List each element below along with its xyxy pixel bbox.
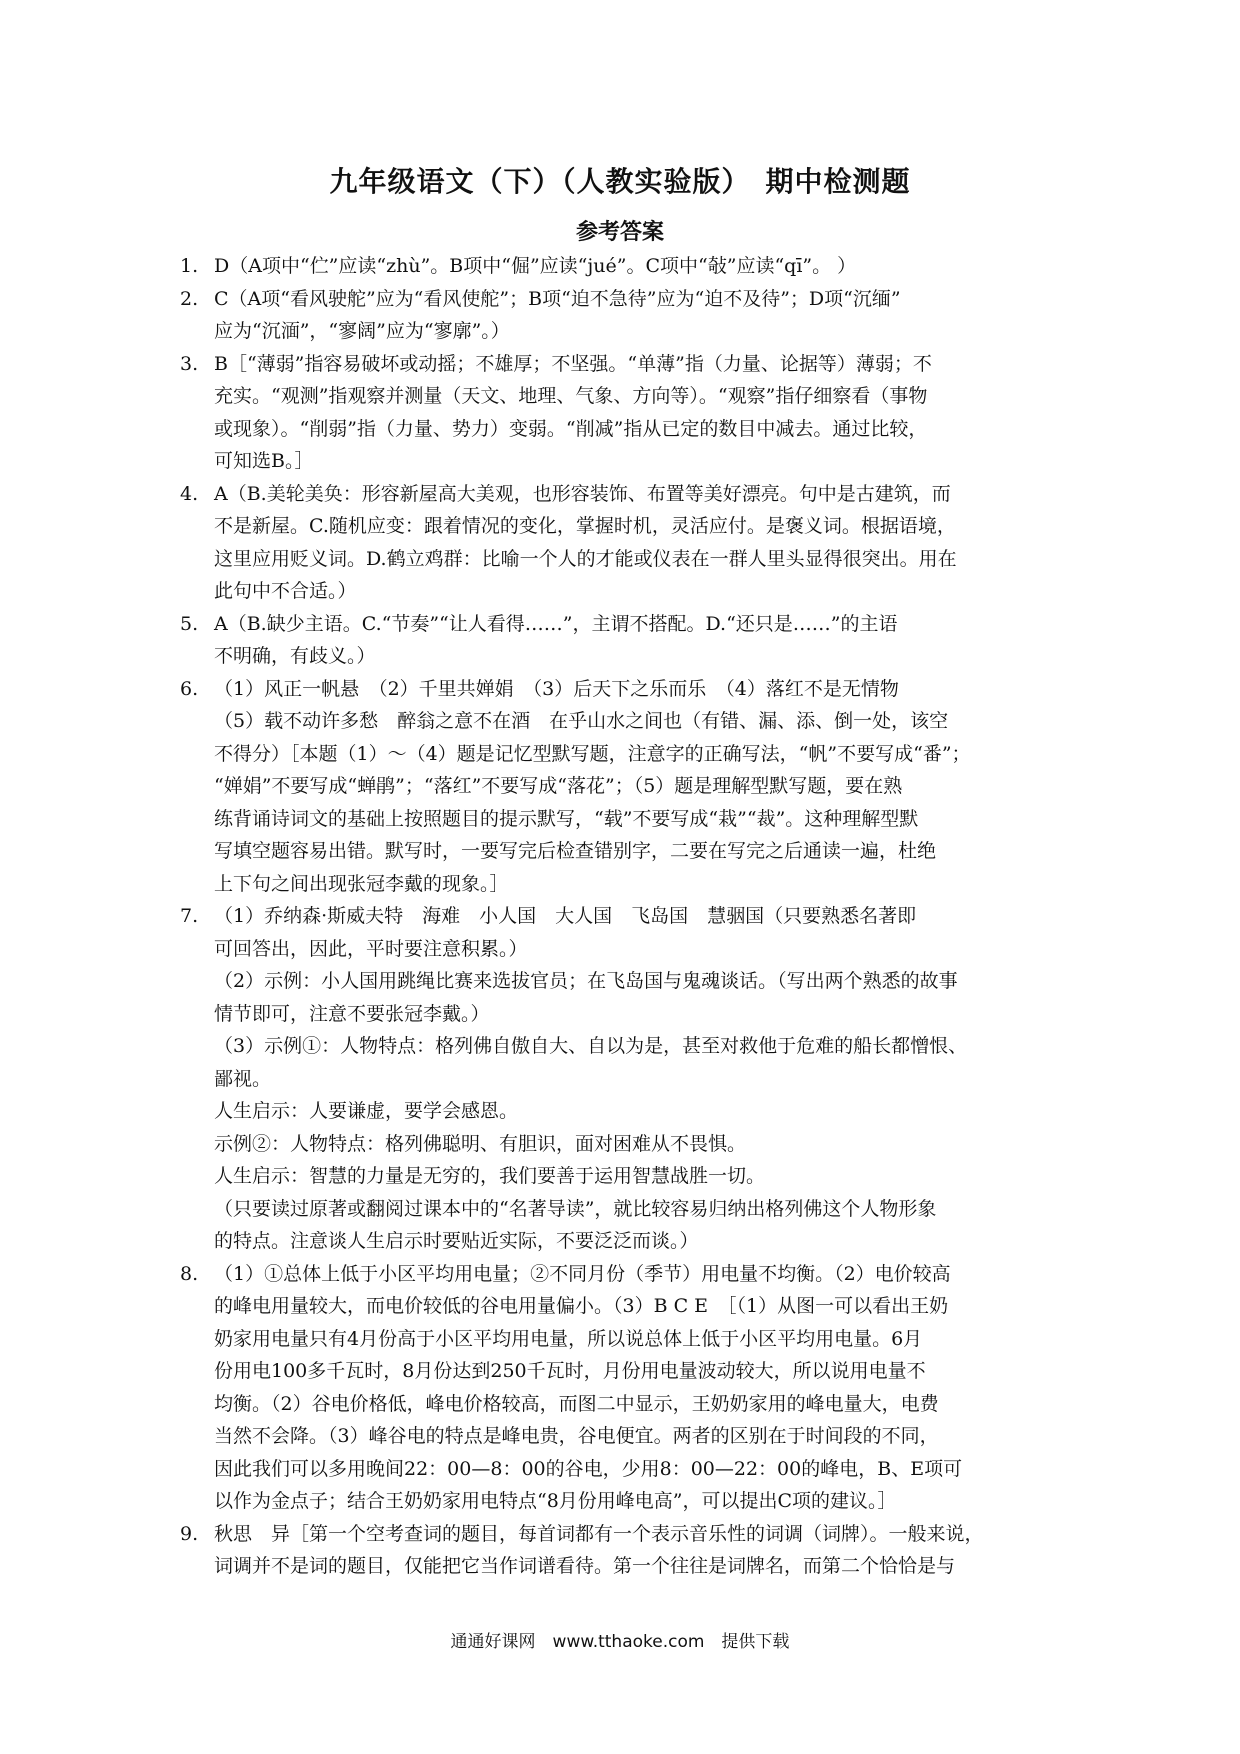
answer-line: 不得分）［本题（1）～（4）题是记忆型默写题，注意字的正确写法，“帆”不要写成“番”； xyxy=(214,742,971,765)
answer-number: 9. xyxy=(180,1522,199,1545)
answer-body xyxy=(214,608,1050,673)
answer-line: 词调并不是词的题目，仅能把它当作词谱看待。第一个往往是词牌名，而第二个恰恰是与 xyxy=(214,1555,956,1577)
answer-item xyxy=(180,250,1050,283)
answer-line: 均衡。（2）谷电价格低，峰电价格较高，而图二中显示，王奶奶家用的峰电量大，电费 xyxy=(214,1392,939,1415)
answer-item xyxy=(180,1258,1050,1518)
answer-body xyxy=(214,283,1050,348)
page-title: 九年级语文（下）（人教实验版） 期中检测题 xyxy=(329,165,911,198)
answer-line: 这里应用贬义词。D.鹤立鸡群：比喻一个人的才能或仪表在一群人里头显得很突出。用在 xyxy=(214,547,957,570)
answer-line: 不明确，有歧义。） xyxy=(214,645,376,667)
answer-line: 鄙视。 xyxy=(214,1067,272,1090)
answer-number: 7. xyxy=(180,905,199,927)
answer-number: 4. xyxy=(180,482,199,505)
answer-line: 写填空题容易出错。默写时，一要写完后检查错别字，二要在写完之后通读一遍，杜绝 xyxy=(214,840,937,862)
answer-number: 2. xyxy=(180,287,199,310)
answer-line: 练背诵诗词文的基础上按照题目的提示默写，“载”不要写成“栽”“裁”。这种理解型默 xyxy=(214,807,919,830)
answer-line: D（A项中“伫”应读“zhù”。B项中“倔”应读“jué”。C项中“敧”应读“qī”。 ） xyxy=(214,255,857,277)
answer-line: （5）载不动许多愁 醉翁之意不在酒 在乎山水之间也（有错、漏、添、倒一处，该空 xyxy=(214,710,949,732)
answer-number: 3. xyxy=(180,352,199,375)
answer-line: （3）示例①：人物特点：格列佛自傲自大、自以为是，甚至对救他于危难的船长都憎恨、 xyxy=(214,1035,968,1057)
answer-body xyxy=(214,900,1050,1258)
answer-line: 当然不会降。（3）峰谷电的特点是峰电贵，谷电便宜。两者的区别在于时间段的不同， xyxy=(214,1425,939,1447)
answer-line: （只要读过原著或翻阅过课本中的“名著导读”，就比较容易归纳出格列佛这个人物形象 xyxy=(214,1197,937,1220)
answer-line: 奶家用电量只有4月份高于小区平均用电量，所以说总体上低于小区平均用电量。6月 xyxy=(214,1327,923,1350)
answer-item xyxy=(180,608,1050,673)
answer-line: 不是新屋。C.随机应变：跟着情况的变化，掌握时机，灵活应付。是褒义词。根据语境， xyxy=(214,515,956,537)
answer-line: 以作为金点子；结合王奶奶家用电特点“8月份用峰电高”，可以提出C项的建议。］ xyxy=(214,1490,897,1512)
answer-number: 5. xyxy=(180,612,199,635)
answer-body xyxy=(214,1258,1050,1518)
answer-line: （1）乔纳森·斯威夫特 海难 小人国 大人国 飞岛国 慧骃国（只要熟悉名著即 xyxy=(214,905,917,927)
answer-line: 情节即可，注意不要张冠李戴。） xyxy=(214,1002,490,1025)
answer-line: （1）风正一帆悬 （2）千里共婵娟 （3）后天下之乐而乐 （4）落红不是无情物 xyxy=(214,677,899,700)
answer-body xyxy=(214,1518,1050,1583)
answer-number: 1. xyxy=(180,255,199,277)
answer-line: 因此我们可以多用晚间22：00—8：00的谷电，少用8：00—22：00的峰电，B、E项可 xyxy=(214,1457,963,1480)
answer-line: 充实。“观测”指观察并测量（天文、地理、气象、方向等）。“观察”指仔细察看（事物 xyxy=(214,385,928,407)
answer-line: 此句中不合适。） xyxy=(214,580,357,602)
answer-line: 或现象）。“削弱”指（力量、势力）变弱。“削减”指从已定的数目中减去。通过比较， xyxy=(214,417,928,440)
answer-line: 可回答出，因此，平时要注意积累。） xyxy=(214,937,528,960)
answer-item xyxy=(180,283,1050,348)
answer-line: “婵娟”不要写成“蝉鹃”；“落红”不要写成“落花”；（5）题是理解型默写题，要在熟 xyxy=(214,775,903,797)
answer-item xyxy=(180,1518,1050,1583)
answer-item xyxy=(180,348,1050,478)
answer-line: C（A项“看风驶舵”应为“看风使舵”；B项“迫不急待”应为“迫不及待”；D项“沉缅” xyxy=(214,287,901,310)
answer-line: 人生启示：智慧的力量是无穷的，我们要善于运用智慧战胜一切。 xyxy=(214,1165,766,1187)
answer-body xyxy=(214,478,1050,608)
answer-body xyxy=(214,250,1050,283)
page-footer: 通通好课网 www.tthaoke.com 提供下载 xyxy=(450,1632,790,1652)
answer-line: 人生启示：人要谦虚，要学会感恩。 xyxy=(214,1100,519,1122)
answer-number: 6. xyxy=(180,677,199,700)
answer-line: A（B.美轮美奂：形容新屋高大美观，也形容装饰、布置等美好漂亮。句中是古建筑，而 xyxy=(214,482,951,505)
answer-item xyxy=(180,673,1050,901)
answer-item xyxy=(180,478,1050,608)
answer-line: （2）示例：小人国用跳绳比赛来选拔官员；在飞岛国与鬼魂谈话。（写出两个熟悉的故事 xyxy=(214,970,958,992)
answer-line: 示例②：人物特点：格列佛聪明、有胆识，面对困难从不畏惧。 xyxy=(214,1132,747,1155)
page-subtitle: 参考答案 xyxy=(575,220,664,245)
answer-number: 8. xyxy=(180,1262,199,1285)
answer-line: 的峰电用量较大，而电价较低的谷电用量偏小。（3）B C E ［（1）从图一可以看出王奶 xyxy=(214,1295,949,1317)
answer-line: 份用电100多千瓦时，8月份达到250千瓦时，月份用电量波动较大，所以说用电量不 xyxy=(214,1360,926,1382)
answer-line: 可知选B。］ xyxy=(214,450,314,472)
answer-line: 上下句之间出现张冠李戴的现象。］ xyxy=(214,872,509,895)
answer-line: 应为“沉湎”，“寥阔”应为“寥廓”。） xyxy=(214,320,510,342)
answer-body xyxy=(214,348,1050,478)
answer-line: 的特点。注意谈人生启示时要贴近实际，不要泛泛而谈。） xyxy=(214,1230,699,1252)
answer-line: （1）①总体上低于小区平均用电量；②不同月份（季节）用电量不均衡。（2）电价较高 xyxy=(214,1262,951,1285)
answer-line: A（B.缺少主语。C.“节奏”“让人看得……”，主谓不搭配。D.“还只是……”的主语 xyxy=(214,612,898,635)
answer-item xyxy=(180,900,1050,1258)
answer-body xyxy=(214,673,1050,901)
answer-line: B［“薄弱”指容易破坏或动摇；不雄厚；不坚强。“单薄”指（力量、论据等）薄弱；不 xyxy=(214,352,932,375)
answer-line: 秋思 异［第一个空考查词的题目，每首词都有一个表示音乐性的词调（词牌）。一般来说， xyxy=(214,1522,984,1545)
answer-list xyxy=(180,250,1050,1583)
